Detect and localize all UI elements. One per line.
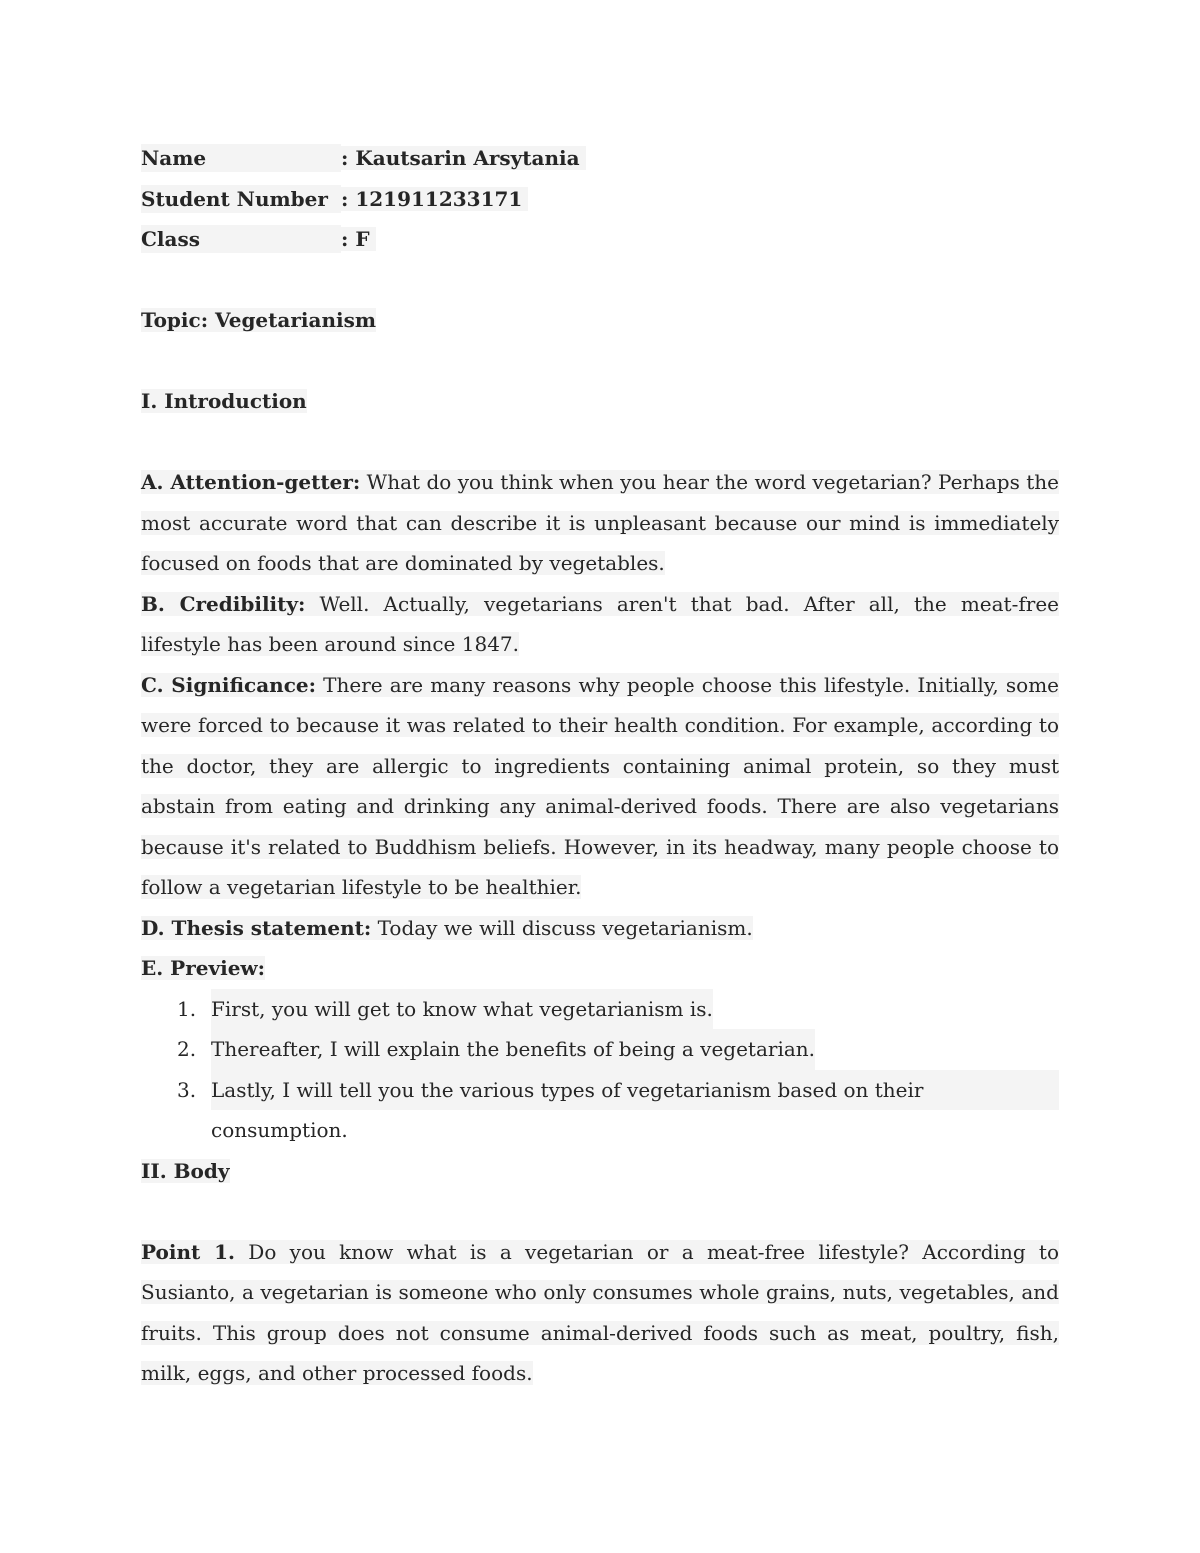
list-number: 2. — [177, 1037, 197, 1061]
thesis-label: D. Thesis statement: — [141, 915, 372, 940]
list-item-text: Lastly, I will tell you the various types of vegetarianism based on their consumption. — [211, 1070, 1059, 1111]
list-item — [141, 989, 1059, 1030]
student-number-value: : 121911233171 — [341, 187, 528, 211]
body-heading: II. Body — [141, 1158, 230, 1183]
preview-paragraph — [141, 948, 1059, 989]
significance-label: C. Significance: — [141, 672, 316, 697]
credibility-label: B. Credibility: — [141, 591, 306, 616]
name-value: : Kautsarin Arsytania — [341, 146, 586, 170]
attention-getter-text: What do you think when you hear the word vegetarian? Perhaps the most accurate word that can describe it is unpleasant because our mind is immediately focused on foods that are dominated by vegetables. — [141, 470, 1060, 575]
thesis-text: Today we will discuss vegetarianism. — [377, 915, 753, 940]
list-item-text: First, you will get to know what vegetarianism is. — [211, 989, 713, 1030]
point-1-paragraph — [141, 1232, 1059, 1394]
thesis-paragraph — [141, 908, 1059, 949]
significance-paragraph — [141, 665, 1059, 908]
preview-list — [141, 989, 1059, 1142]
name-label: Name — [141, 144, 341, 172]
preview-label: E. Preview: — [141, 956, 266, 980]
list-item — [141, 1070, 1059, 1142]
attention-getter-paragraph — [141, 462, 1059, 584]
list-number: 3. — [177, 1077, 197, 1102]
class-label: Class — [141, 225, 341, 253]
spacer — [141, 1191, 1059, 1232]
topic-heading: Topic: Vegetarianism — [141, 308, 376, 332]
list-item — [141, 1029, 1059, 1070]
attention-getter-label: A. Attention-getter: — [141, 470, 361, 494]
student-number-label: Student Number — [141, 185, 341, 213]
point-1-text: Do you know what is a vegetarian or a meat-free lifestyle? According to Susianto, a vegetarian is someone who only consumes whole grains, nuts, vegetables, and fruits. This group does not consume animal-derived foods such as meat, poultry, fish, milk, eggs, and other processed foods. — [141, 1239, 1059, 1385]
spacer — [141, 341, 1059, 382]
class-row — [141, 219, 1059, 260]
class-value: : F — [341, 227, 376, 251]
significance-text: There are many reasons why people choose this lifestyle. Initially, some were forced to because it was related to their health condition. For example, according to the doctor, they are allergic to ingredients containing animal protein, so they must abstain from eating and drinking any animal-derived foods. There are also vegetarians because it's related to Buddhism beliefs. However, in its headway, many people choose to follow a vegetarian lifestyle to be healthier. — [141, 672, 1059, 899]
point-1-label: Point 1. — [141, 1239, 235, 1264]
document-page — [141, 138, 1059, 1394]
name-row — [141, 138, 1059, 179]
spacer — [141, 260, 1059, 301]
list-item-text: Thereafter, I will explain the benefits of being a vegetarian. — [211, 1029, 815, 1070]
credibility-paragraph — [141, 584, 1059, 665]
student-number-row — [141, 179, 1059, 220]
list-number: 1. — [177, 996, 197, 1021]
credibility-text: Well. Actually, vegetarians aren't that bad. After all, the meat-free lifestyle has been around since 1847. — [141, 591, 1059, 656]
introduction-heading: I. Introduction — [141, 389, 307, 413]
spacer — [141, 422, 1059, 463]
